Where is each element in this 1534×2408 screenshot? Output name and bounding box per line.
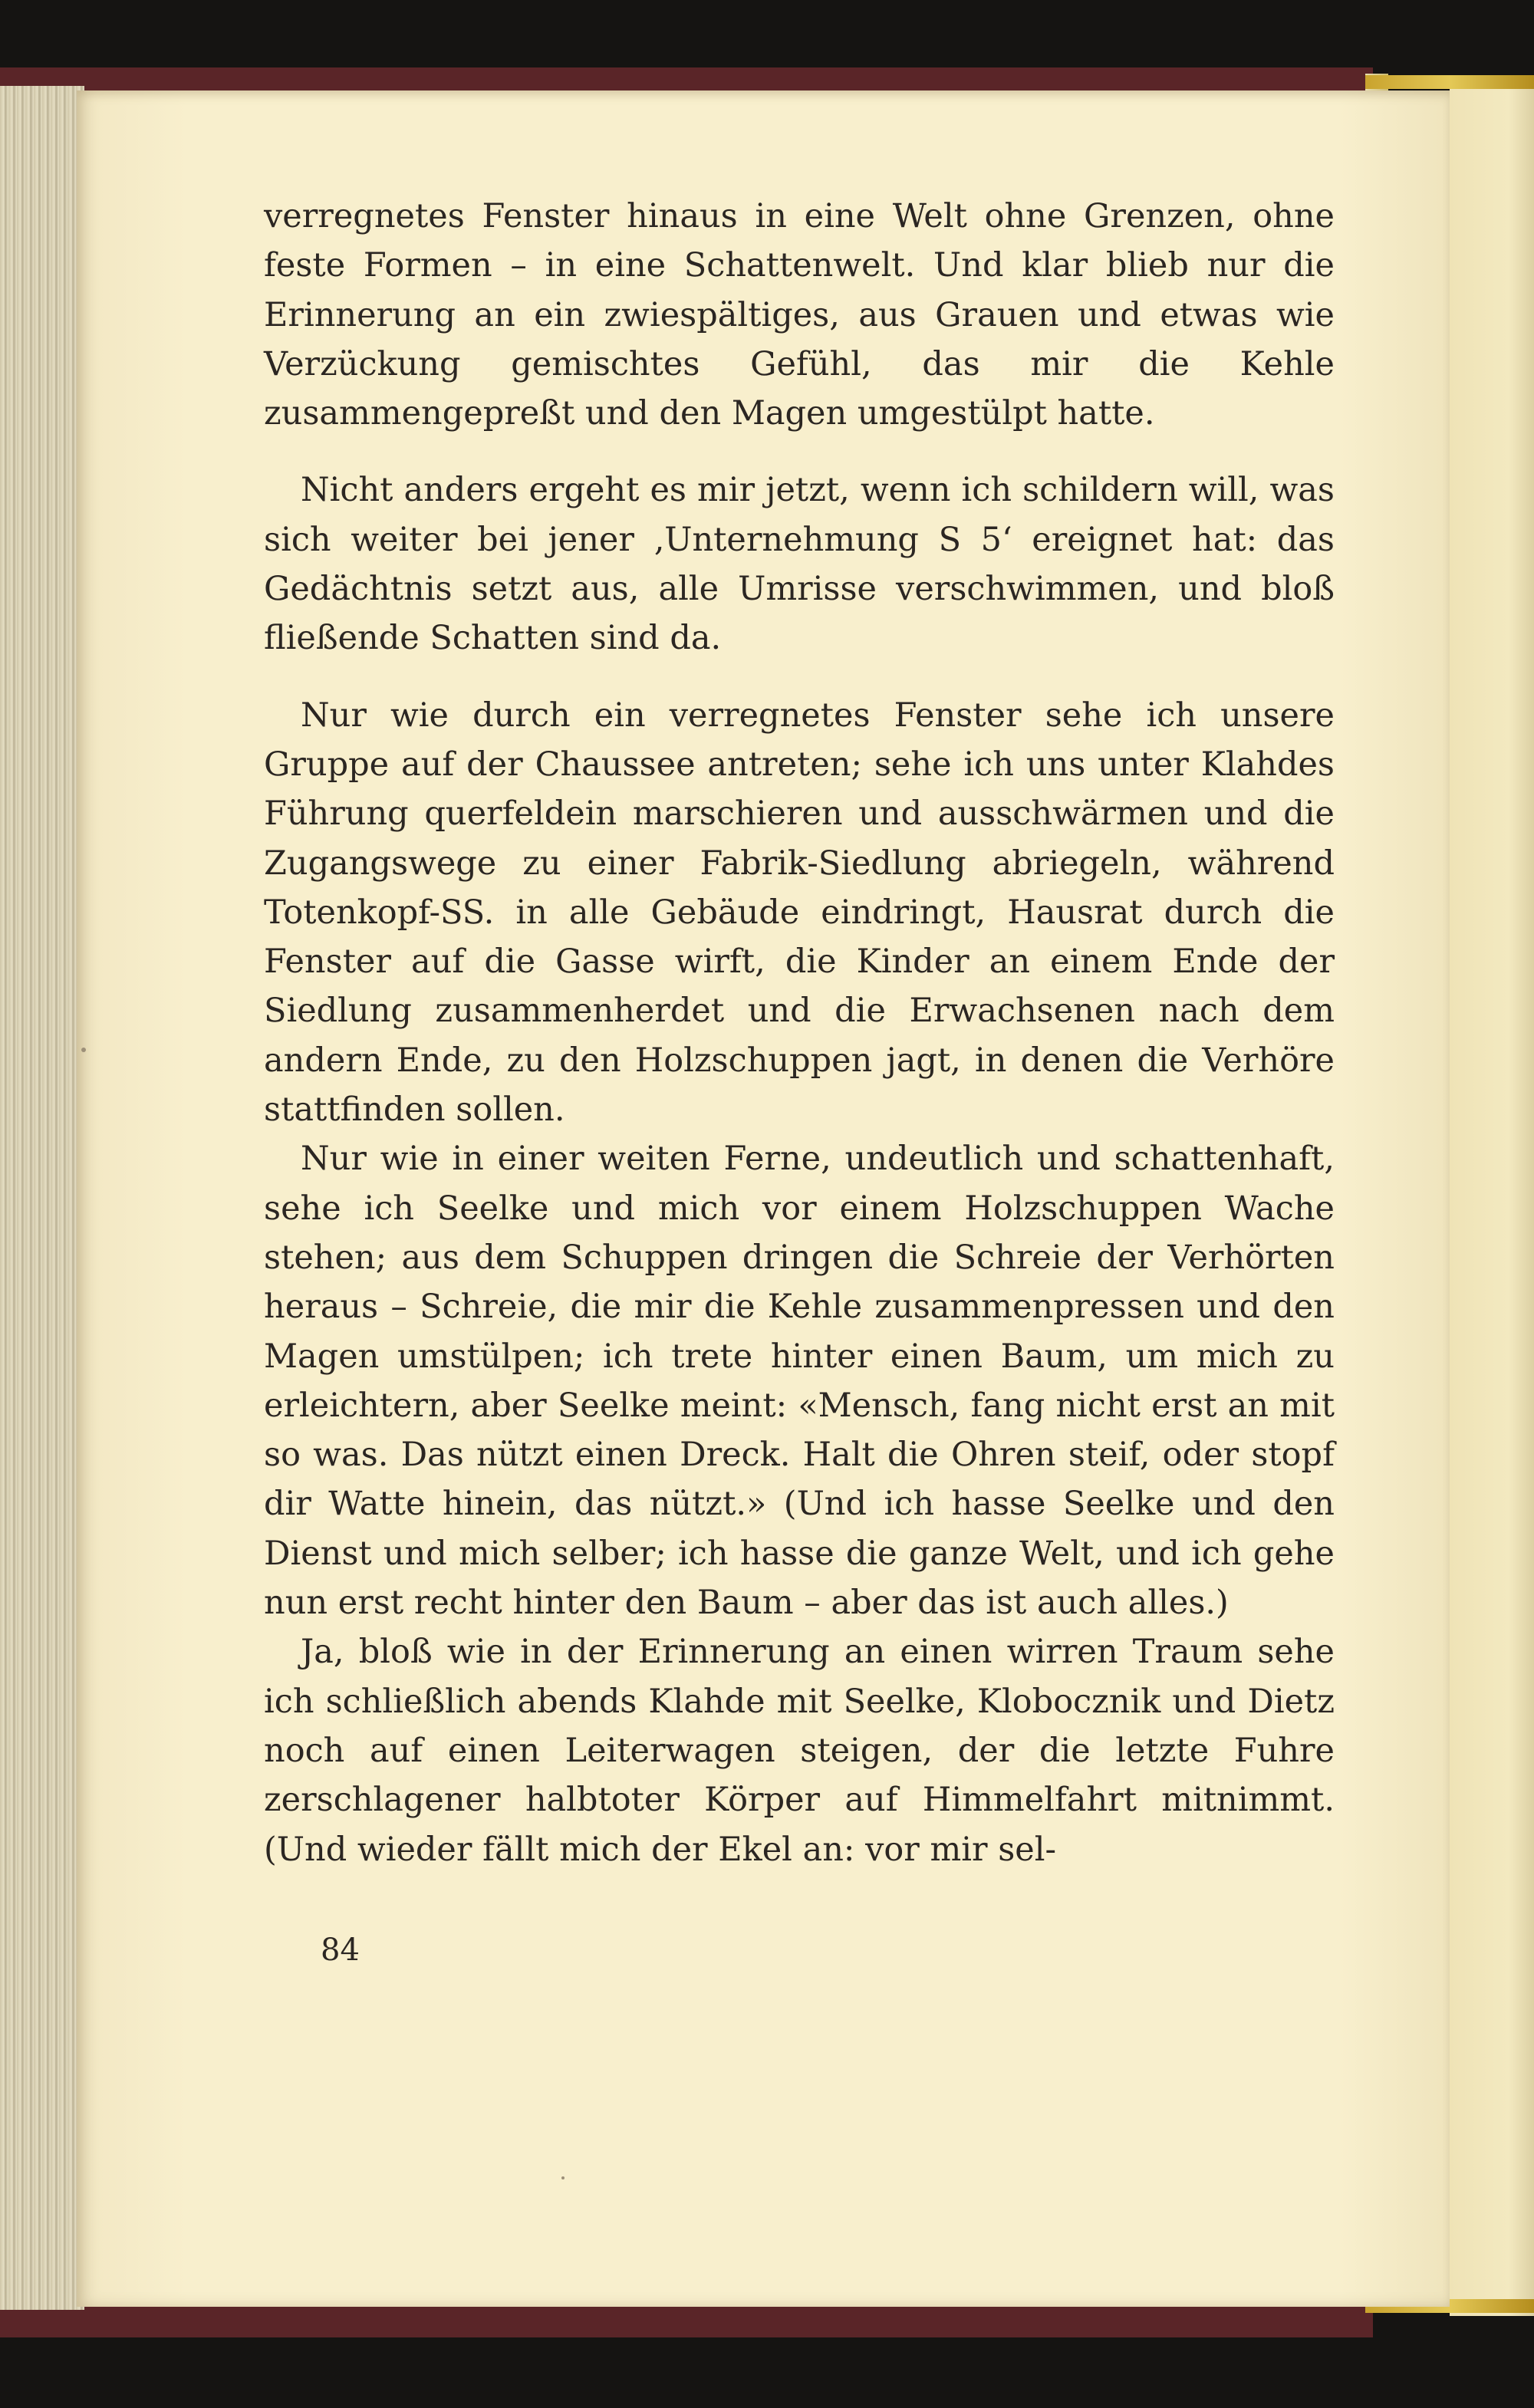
paper-fleck — [81, 1048, 86, 1052]
facing-page-edge — [1450, 77, 1534, 2316]
paragraph: Nicht anders ergeht es mir jetzt, wenn ich schildern will, was sich weiter bei jener ‚Unternehmung S 5‘ ereignet hat: das Gedächtnis setzt aus, alle Umrisse verschwimmen, und bloß fließende Schatten sind da. — [264, 471, 1335, 658]
paragraph: Ja, bloß wie in der Erinnerung an einen wirren Traum sehe ich schließlich abends Klahde mit Seelke, Klobocznik und Dietz noch auf einen Leiterwagen steigen, der die letzte Fuhre zerschlagener halbtoter Körper auf Himmelfahrt mitnimmt. (Und wieder fällt mich der Ekel an: vor mir sel- — [264, 1633, 1335, 1869]
paragraph: Nur wie in einer weiten Ferne, undeutlich und schattenhaft, sehe ich Seelke und mich vor einem Holzschuppen Wache stehen; aus dem Schuppen dringen die Schreie der Verhörten heraus – Schreie, die mir die Kehle zusammenpressen und den Magen umstülpen; ich trete hinter einen Baum, um mich zu erleichtern, aber Seelke meint: «Mensch, fang nicht erst an mit so was. Das nützt einen Dreck. Halt die Ohren steif, oder stopf dir Watte hinein, das nützt.» (Und ich hasse Seelke und den Dienst und mich selber; ich hasse die ganze Welt, und ich gehe nun erst recht hinter den Baum – aber das ist auch alles.) — [264, 1140, 1335, 1623]
page-edges-left — [0, 86, 84, 2310]
gilt-edge-top — [1365, 75, 1534, 89]
paragraph: verregnetes Fenster hinaus in eine Welt ohne Grenzen, ohne feste Formen – in eine Schattenwelt. Und klar blieb nur die Erinnerung an ein zwiespältiges, aus Grauen und etwas wie Verzückung gemischtes Gefühl, das mir die Kehle zusammengepreßt und den Magen umgestülpt hatte. — [264, 197, 1335, 433]
paper-fleck — [561, 2176, 565, 2179]
body-text — [264, 192, 1335, 1874]
page-number: 84 — [321, 1933, 360, 1968]
paragraph: Nur wie durch ein verregnetes Fenster sehe ich unsere Gruppe auf der Chaussee antreten; sehe ich uns unter Klahdes Führung querfeldein marschieren und ausschwärmen und die Zugangswege zu einer Fabrik-Siedlung abriegeln, während Totenkopf-SS. in alle Gebäude eindringt, Hausrat durch die Fenster auf die Gasse wirft, die Kinder an einem Ende der Siedlung zusammenherdet und die Erwachsenen nach dem andern Ende, zu den Holzschuppen jagt, in denen die Verhöre stattfinden sollen. — [264, 696, 1335, 1130]
